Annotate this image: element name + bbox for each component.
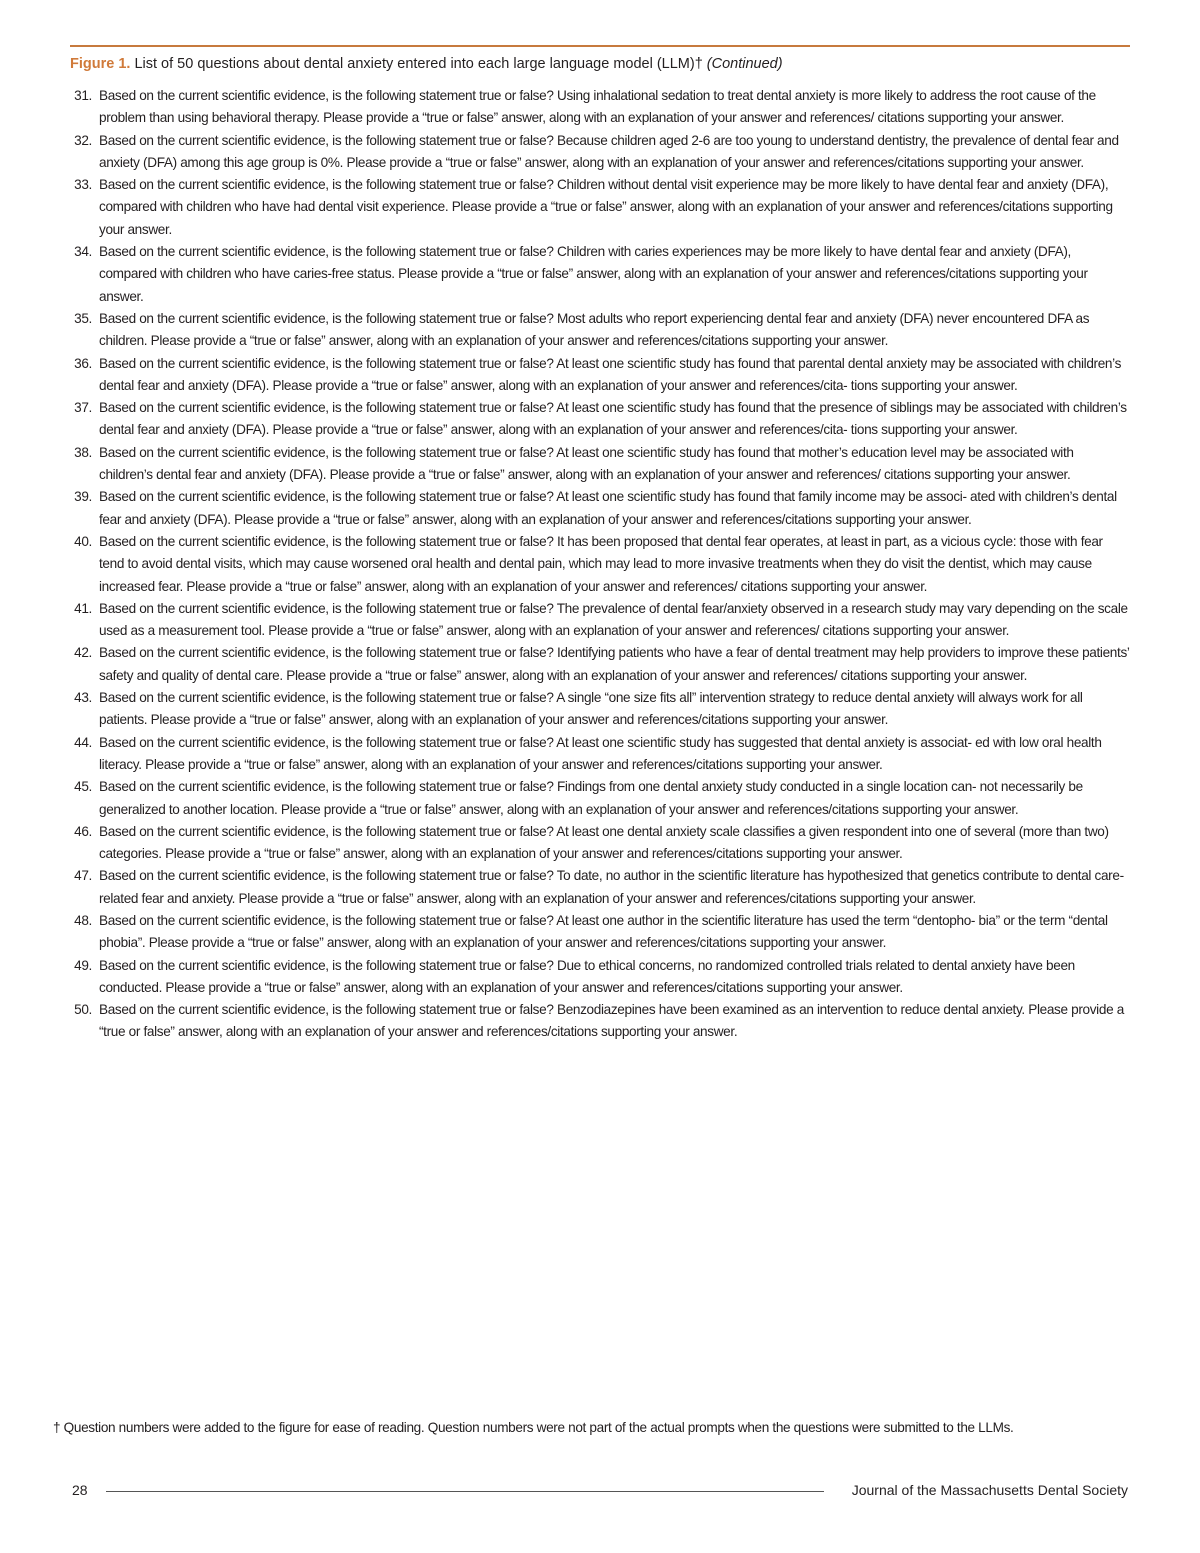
question-text: Based on the current scientific evidence, is the following statement true or false? At least one author in the scientific literature has used the term “dentopho- bia” or the term “dental phobia”. Please provide a “true or false” answer, along with an explanation of your answer and references/citations supporting your answer. — [99, 912, 1108, 951]
question-item — [70, 353, 1130, 398]
question-item — [70, 174, 1130, 241]
question-text: Based on the current scientific evidence, is the following statement true or false? At least one scientific study has found that the presence of siblings may be associated with children’s dental fear and anxiety (DFA). Please provide a “true or false” answer, along with an explanation of your answer and references/cita- tions supporting your answer. — [99, 400, 1127, 438]
question-text: Based on the current scientific evidence, is the following statement true or false? It has been proposed that dental fear operates, at least in part, as a vicious cycle: those with fear tend to avoid dental visits, which may cause worsened oral health and dental pain, which may lead to more invasive treatments when they do visit the dentist, which may cause increased fear. Please provide a “true or false” answer, along with an explanation of your answer and references/ citations supporting your answer. — [99, 533, 1103, 594]
question-text: Based on the current scientific evidence, is the following statement true or false? A single “one size fits all” intervention strategy to reduce dental anxiety will always work for all patients. Please provide a “true or false” answer, along with an explanation of your answer and references/citations supporting your answer. — [99, 690, 1083, 728]
question-text: Based on the current scientific evidence, is the following statement true or false? Due to ethical concerns, no randomized controlled trials related to dental anxiety have been conducted. Please provide a “true or false” answer, along with an explanation of your answer and references/citations supporting your answer. — [99, 957, 1075, 995]
question-number: 31. — [74, 88, 92, 103]
question-text: Based on the current scientific evidence, is the following statement true or false? At least one scientific study has suggested that dental anxiety is associat- ed with low oral health literacy. Please provide a “true or false” answer, along with an explanation of your answer and references/citations supporting your answer. — [99, 734, 1102, 772]
question-item — [70, 776, 1130, 821]
figure-label: Figure 1. — [70, 56, 131, 72]
question-number: 45. — [74, 779, 92, 795]
question-text: Based on the current scientific evidence, is the following statement true or false? Findings from one dental anxiety study conducted in a single location can- not necessarily be generalized to another location. Please provide a “true or false” answer, along with an explanation of your answer and references/citations supporting your answer. — [99, 779, 1083, 817]
question-text: Based on the current scientific evidence, is the following statement true or false? Children without dental visit experience may be more likely to have dental fear and anxiety (DFA), compared with children who have had dental visit experience. Please provide a “true or false” answer, along with an explanation of your answer and references/citations supporting your answer. — [99, 177, 1113, 237]
question-item — [70, 85, 1130, 130]
question-number: 33. — [74, 177, 92, 193]
question-item — [70, 531, 1130, 598]
journal-name: Journal of the Massachusetts Dental Society — [851, 1482, 1128, 1498]
question-item — [70, 442, 1130, 487]
question-item — [70, 687, 1130, 732]
question-number: 47. — [74, 868, 92, 884]
question-number: 48. — [74, 912, 92, 928]
figure-title: List of 50 questions about dental anxiety entered into each large language model (LLM)† — [130, 56, 707, 72]
question-number: 39. — [74, 489, 92, 505]
question-text: Based on the current scientific evidence, is the following statement true or false? The prevalence of dental fear/anxiety observed in a research study may vary depending on the scale used as a measurement tool. Please provide a “true or false” answer, along with an explanation of your answer and references/ citations supporting your answer. — [99, 600, 1128, 639]
figure-caption — [70, 54, 783, 74]
continued-label: (Continued) — [706, 56, 783, 72]
question-number: 35. — [74, 310, 92, 326]
question-text: Based on the current scientific evidence, is the following statement true or false? Using inhalational sedation to treat dental anxiety is more likely to address the root cause of the problem than using behavioral therapy. Please provide a “true or false” answer, along with an explanation of your answer and references/ citations supporting your answer. — [99, 88, 1096, 126]
question-number: 32. — [74, 132, 92, 148]
question-number: 44. — [74, 734, 92, 750]
question-text: Based on the current scientific evidence, is the following statement true or false? At least one scientific study has found that mother’s education level may be associated with children’s dental fear and anxiety (DFA). Please provide a “true or false” answer, along with an explanation of your answer and references/ citations supporting your answer. — [99, 444, 1074, 483]
question-number: 37. — [74, 400, 92, 416]
question-text: Based on the current scientific evidence, is the following statement true or false? At least one dental anxiety scale classifies a given respondent into one of several (more than two) categories. Please provide a “true or false” answer, along with an explanation of your answer and references/citations supporting your answer. — [99, 823, 1109, 862]
question-number: 40. — [74, 533, 92, 549]
question-item — [70, 130, 1130, 175]
question-item — [70, 598, 1130, 643]
question-text: Based on the current scientific evidence, is the following statement true or false? Benzodiazepines have been examined as an intervention to reduce dental anxiety. Please provide a “true or false” answer, along with an explanation of your answer and references/citations supporting your answer. — [99, 1002, 1124, 1040]
question-number: 34. — [74, 244, 92, 260]
question-number: 49. — [74, 957, 92, 973]
question-item — [70, 821, 1130, 866]
question-number: 46. — [74, 823, 92, 839]
question-text: Based on the current scientific evidence, is the following statement true or false? To date, no author in the scientific literature has hypothesized that genetics contribute to dental care-related fear and anxiety. Please provide a “true or false” answer, along with an explanation of your answer and references/citations supporting your answer. — [99, 868, 1124, 906]
question-item — [70, 865, 1130, 910]
question-item — [70, 910, 1130, 955]
question-number: 50. — [74, 1002, 92, 1018]
question-item — [70, 241, 1130, 308]
header-rule — [70, 45, 1130, 47]
page-number: 28 — [72, 1482, 88, 1498]
question-item — [70, 397, 1130, 442]
question-number: 41. — [74, 600, 92, 616]
question-number: 36. — [74, 355, 92, 371]
question-text: Based on the current scientific evidence, is the following statement true or false? At least one scientific study has found that parental dental anxiety may be associated with children’s dental fear and anxiety (DFA). Please provide a “true or false” answer, along with an explanation of your answer and references/cita- tions supporting your answer. — [99, 355, 1122, 393]
question-item — [70, 999, 1130, 1044]
question-text: Based on the current scientific evidence, is the following statement true or false? Children with caries experiences may be more likely to have dental fear and anxiety (DFA), compared with children who have caries-free status. Please provide a “true or false” answer, along with an explanation of your answer and references/citations supporting your answer. — [99, 244, 1088, 304]
question-text: Based on the current scientific evidence, is the following statement true or false? Identifying patients who have a fear of dental treatment may help providers to improve these patients’ safety and quality of dental care. Please provide a “true or false” answer, along with an explanation of your answer and references/ citations supporting your answer. — [99, 645, 1130, 683]
question-number: 43. — [74, 690, 92, 706]
question-text: Based on the current scientific evidence, is the following statement true or false? Most adults who report experiencing dental fear and anxiety (DFA) never encountered DFA as children. Please provide a “true or false” answer, along with an explanation of your answer and references/citations supporting your answer. — [99, 310, 1090, 349]
question-item — [70, 955, 1130, 1000]
question-list — [70, 85, 1130, 1044]
question-item — [70, 486, 1130, 531]
footer-rule — [106, 1491, 824, 1492]
question-text: Based on the current scientific evidence, is the following statement true or false? At least one scientific study has found that family income may be associ- ated with children’s dental fear and anxiety (DFA). Please provide a “true or false” answer, along with an explanation of your answer and references/citations supporting your answer. — [99, 489, 1117, 527]
question-number: 42. — [74, 645, 92, 661]
footnote: † Question numbers were added to the figure for ease of reading. Question numbers were not part of the actual prompts when the questions were submitted to the LLMs. — [53, 1420, 1014, 1435]
question-item — [70, 732, 1130, 777]
question-item — [70, 308, 1130, 353]
question-item — [70, 642, 1130, 687]
question-text: Based on the current scientific evidence, is the following statement true or false? Because children aged 2-6 are too young to understand dentistry, the prevalence of dental fear and anxiety (DFA) among this age group is 0%. Please provide a “true or false” answer, along with an explanation of your answer and references/citations supporting your answer. — [99, 132, 1119, 170]
question-number: 38. — [74, 444, 92, 460]
